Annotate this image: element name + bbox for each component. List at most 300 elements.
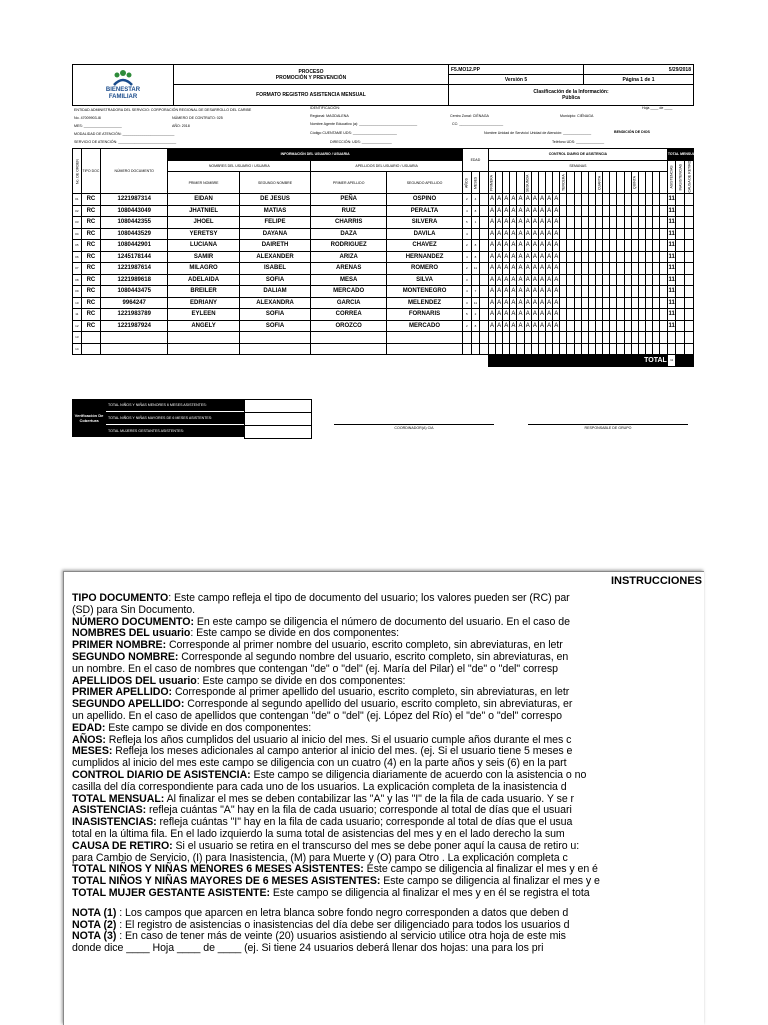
attendance-cell: A [538,228,545,240]
attendance-cell [646,286,653,298]
row-years: 2 [462,320,471,332]
attendance-cell [646,263,653,275]
row-months: 4 [471,194,480,206]
row-first-surname: ARENAS [311,263,387,275]
row-first-surname: RUIZ [311,205,387,217]
table-row [73,205,694,217]
row-withdrawal [685,205,694,217]
row-blank [480,263,489,275]
attendance-cell: A [524,274,531,286]
row-first-name: JHOEL [168,217,239,229]
row-withdrawal [685,217,694,229]
instruction-text: total en la última fila. En el lado izquierdo la suma total de asistencias del mes y en el lado derecho la sum [72,827,565,840]
instruction-text: (SD) para Sin Documento. [72,603,196,616]
row-total: 11 [667,263,676,275]
attendance-cell [660,286,668,298]
instruction-text: Refleja los años cumplidos del usuario al inicio del mes. Si el usuario cumple años durante el mes c [105,733,572,746]
row-first-name: BREILER [168,286,239,298]
attendance-cell [560,217,567,229]
table-row [73,274,694,286]
attendance-cell [567,274,574,286]
row-second-surname [387,343,463,355]
attendance-cell [596,240,603,252]
instruction-term: CAUSA DE RETIRO: [72,839,173,852]
row-withdrawal [685,274,694,286]
attendance-cell [617,297,624,309]
instruction-term: NOTA (3) [72,930,117,943]
attendance-cell [560,274,567,286]
attendance-cell: A [510,274,517,286]
attendance-cell [560,332,567,344]
attendance-cell: A [553,320,560,332]
attendance-cell: A [546,297,553,309]
instruction-text: un nombre. En el caso de nombres que contengan "de" o "del" (ej. María del Pilar) el "de" o "del" corresp [72,662,558,675]
row-total: 11 [667,274,676,286]
attendance-cell [610,332,617,344]
week-day-header [538,172,545,194]
col-withdrawal: CAUSA DE RETIRO [685,160,694,194]
attendance-cell: A [488,228,495,240]
attendance-cell [660,251,668,263]
attendance-cell: A [538,309,545,321]
row-doc-number: 1221987924 [101,320,168,332]
row-blank [480,194,489,206]
row-first-name: YERETSY [168,228,239,240]
attendance-cell: A [503,309,510,321]
row-second-name: DALIAM [239,286,310,298]
attendance-cell: A [531,217,538,229]
attendance-cell [617,228,624,240]
row-first-surname: OROZCO [311,320,387,332]
attendance-cell [588,228,595,240]
row-order: 14 [73,343,82,355]
row-first-surname: PEÑA [311,194,387,206]
attendance-cell: A [496,297,503,309]
row-second-name: FELIPE [239,217,310,229]
attendance-cell [560,240,567,252]
attendance-cell [653,217,660,229]
instruction-term: TOTAL MENSUAL: [72,792,165,805]
attendance-cell: A [524,228,531,240]
row-withdrawal [685,343,694,355]
instructions-panel [63,571,704,1025]
attendance-cell [567,320,574,332]
row-second-surname: DAVILA [387,228,463,240]
row-first-name: LUCIANA [168,240,239,252]
attendance-cell [603,228,610,240]
row-first-surname: MESA [311,274,387,286]
attendance-cell [624,194,631,206]
over6-label: TOTAL NIÑOS Y NIÑAS MAYORES DE 6 MESES ASISTENTES: [106,412,244,424]
attendance-cell: A [538,297,545,309]
attendance-cell: A [553,251,560,263]
attendance-cell [646,240,653,252]
over6-value [244,412,312,426]
attendance-cell [581,228,588,240]
attendance-cell [631,297,638,309]
row-second-name: ALEXANDRA [239,297,310,309]
attendance-cell [581,309,588,321]
attendance-cell [560,309,567,321]
row-withdrawal [685,332,694,344]
attendance-cell: A [553,274,560,286]
row-second-name: ISABEL [239,263,310,275]
attendance-cell [581,332,588,344]
attendance-cell: A [546,320,553,332]
attendance-cell: A [531,228,538,240]
attendance-cell [567,205,574,217]
attendance-cell [588,251,595,263]
attendance-cell [560,228,567,240]
attendance-cell [488,332,495,344]
row-months [471,332,480,344]
attendance-cell [660,194,668,206]
attendance-cell [574,228,581,240]
row-doc-type: RC [81,194,100,206]
table-row [73,320,694,332]
row-doc-type: RC [81,309,100,321]
row-first-name: JHATNIEL [168,205,239,217]
attendance-cell [638,286,645,298]
attendance-cell [603,263,610,275]
attendance-cell [631,251,638,263]
instruction-text: un apellido. En el caso de apellidos que contengan "de" o "del" (ej. López del Río) el "de" o "del" correspo [72,709,562,722]
attendance-cell [567,194,574,206]
attendance-cell [653,228,660,240]
row-second-surname: PERALTA [387,205,463,217]
row-doc-type: RC [81,205,100,217]
row-total [667,332,676,344]
week-day-header [496,172,503,194]
attendance-cell [517,332,524,344]
row-absence [676,343,685,355]
attendance-cell [631,217,638,229]
service-field: SERVICIO DE ATENCIÓN: _____________________________ [74,140,177,144]
attendance-cell: A [503,228,510,240]
attendance-cell [631,320,638,332]
row-total: 11 [667,297,676,309]
row-blank [480,286,489,298]
row-months: 8 [471,205,480,217]
row-absence [676,217,685,229]
attendance-cell: A [524,297,531,309]
attendance-cell [574,205,581,217]
unit-name-value: BENDICIÓN DE DIOS [614,130,650,134]
instruction-text: En este campo se diligencia el número de documento del usuario. En el caso de [193,615,570,628]
row-months [471,274,480,286]
attendance-cell [553,332,560,344]
attendance-cell [646,343,653,355]
week-day-header: TERCERA [560,172,567,194]
address-field: DIRECCIÓN: UDS: _______________ [330,140,392,144]
instruction-text: : Este campo refleja el tipo de documento del usuario; los valores pueden ser (RC) par [168,592,570,604]
pregnant-value [244,425,312,439]
attendance-cell [581,263,588,275]
attendance-cell [624,217,631,229]
attendance-cell: A [538,194,545,206]
row-absence [676,274,685,286]
attendance-table [72,148,698,367]
attendance-cell: A [538,286,545,298]
row-order: 11 [73,309,82,321]
attendance-cell [546,332,553,344]
week-day-header [546,172,553,194]
row-second-name: DE JESUS [239,194,310,206]
row-total: 11 [667,320,676,332]
row-first-name: EDRIANY [168,297,239,309]
attendance-cell: A [496,205,503,217]
family-logo-icon [112,69,134,87]
row-second-surname: CHAVEZ [387,240,463,252]
row-order: 02 [73,205,82,217]
col-second-name: SEGUNDO NOMBRE [239,172,310,194]
instruction-term: NOTA (2) [72,918,117,931]
control-title: CONTROL DIARIO DE ASISTENCIA [488,149,667,161]
attendance-cell: A [553,263,560,275]
instruction-term: PRIMER APELLIDO: [72,686,173,699]
row-first-name [168,332,239,344]
attendance-cell [653,205,660,217]
attendance-cell [610,297,617,309]
row-doc-type: RC [81,217,100,229]
attendance-cell [624,251,631,263]
instruction-text: : En caso de tener más de veinte (20) usuarios asistiendo al servicio utilice otra hoja de este mis [116,930,566,943]
instruction-text: refleja cuántas "A" hay en la fila de cada usuario; corresponde al total de días que el usuari [146,804,572,817]
col-years: AÑOS [462,172,471,194]
row-years: 5 [462,217,471,229]
total-blank [73,355,489,367]
row-months [471,343,480,355]
attendance-cell [638,332,645,344]
attendance-cell [660,240,668,252]
row-first-name: ADELAIDA [168,274,239,286]
attendance-cell: A [510,217,517,229]
attendance-cell [610,205,617,217]
attendance-cell: A [546,205,553,217]
instruction-text: Al finalizar el mes se deben contabilizar las "A" y las "I" de la fila de cada usuario. Y se r [164,792,575,805]
row-first-surname: CHARRIS [311,217,387,229]
attendance-cell: A [488,251,495,263]
attendance-cell [596,263,603,275]
attendance-cell [524,343,531,355]
attendance-cell [588,332,595,344]
row-withdrawal [685,320,694,332]
attendance-cell [653,332,660,344]
row-first-name: SAMIR [168,251,239,263]
attendance-cell [653,263,660,275]
instruction-term: CONTROL DIARIO DE ASISTENCIA: [72,768,251,781]
attendance-cell [603,297,610,309]
week-day-header [610,172,617,194]
row-years: 2 [462,240,471,252]
attendance-cell: A [538,274,545,286]
attendance-cell [531,343,538,355]
attendance-cell: A [496,274,503,286]
attendance-cell: A [531,194,538,206]
regional-field: Regional: MAGDALENA [310,114,349,118]
attendance-cell [660,274,668,286]
attendance-cell: A [488,286,495,298]
attendance-cell [638,274,645,286]
form-date: 5/29/2018 [584,65,694,75]
table-row [73,217,694,229]
zonal-field: Centro Zonal: CIÉNAGA [450,114,489,118]
attendance-cell [610,263,617,275]
attendance-cell [617,343,624,355]
row-blank [480,205,489,217]
attendance-cell [638,228,645,240]
attendance-cell: A [538,205,545,217]
attendance-cell [581,217,588,229]
attendance-cell [524,332,531,344]
attendance-cell [574,297,581,309]
instruction-term: TOTAL NIÑOS Y NIÑAS MAYORES DE 6 MESES ASISTENTES: [72,875,381,888]
row-absence [676,297,685,309]
instruction-term: PRIMER NOMBRE: [72,639,167,652]
attendance-cell: A [496,194,503,206]
attendance-cell [596,286,603,298]
table-row [73,332,694,344]
row-doc-type: RC [81,274,100,286]
attendance-cell [624,286,631,298]
attendance-cell [603,274,610,286]
row-first-surname: GARCIA [311,297,387,309]
row-absence [676,309,685,321]
row-months: 8 [471,240,480,252]
row-doc-type: RC [81,240,100,252]
attendance-cell [596,228,603,240]
attendance-cell [660,297,668,309]
attendance-cell: A [488,217,495,229]
attendance-cell: A [524,240,531,252]
attendance-cell [581,251,588,263]
row-second-surname: MERCADO [387,320,463,332]
attendance-cell [588,194,595,206]
col-first-surname: PRIMER APELLIDO [311,172,387,194]
attendance-cell: A [496,217,503,229]
row-second-name: DAYANA [239,228,310,240]
attendance-cell [638,297,645,309]
attendance-cell: A [553,194,560,206]
attendance-cell [588,205,595,217]
attendance-cell [610,240,617,252]
attendance-cell [617,205,624,217]
instruction-line [64,888,704,900]
attendance-cell [574,332,581,344]
attendance-cell: A [546,286,553,298]
row-order: 06 [73,251,82,263]
attendance-cell [624,309,631,321]
row-blank [480,309,489,321]
instruction-text: para Cambio de Servicio, (I) para Inasistencia, (M) para Muerte y (O) para Otro . La explicación completa c [72,851,568,864]
attendance-cell [496,332,503,344]
row-blank [480,240,489,252]
attendance-cell [560,205,567,217]
instruction-term: NÚMERO DOCUMENTO: [72,615,194,628]
attendance-cell [603,194,610,206]
row-absence [676,251,685,263]
row-total: 11 [667,286,676,298]
row-total: 11 [667,194,676,206]
attendance-cell [603,240,610,252]
attendance-cell: A [517,194,524,206]
row-doc-number: 1080443049 [101,205,168,217]
attendance-cell [588,263,595,275]
attendance-cell [574,343,581,355]
row-first-surname: ARIZA [311,251,387,263]
attendance-cell: A [488,194,495,206]
instruction-term: MESES: [72,745,113,758]
total-fill-2 [685,355,694,367]
attendance-cell [660,263,668,275]
attendance-cell [646,332,653,344]
row-months: 8 [471,320,480,332]
row-blank [480,332,489,344]
attendance-cell: A [510,228,517,240]
row-years: 3 [462,297,471,309]
sheet-field: Hoja ____ de ____ [642,106,673,110]
attendance-cell [560,251,567,263]
attendance-cell [603,205,610,217]
attendance-cell: A [524,217,531,229]
instruction-text: Corresponde al primer nombre del usuario, escrito completo, sin abreviaturas, en letr [166,639,563,652]
instruction-text: Este campo se diligencia al finalizar el mes y en é [363,863,598,876]
attendance-cell: A [553,217,560,229]
row-total: 11 [667,228,676,240]
attendance-cell: A [503,320,510,332]
attendance-cell: A [517,274,524,286]
attendance-cell [660,343,668,355]
attendance-cell [510,343,517,355]
row-second-name: MATIAS [239,205,310,217]
row-doc-number: 1080443529 [101,228,168,240]
attendance-cell: A [517,286,524,298]
row-months: 1 [471,217,480,229]
attendance-cell [567,217,574,229]
attendance-cell: A [531,274,538,286]
attendance-cell: A [510,251,517,263]
week-day-header [646,172,653,194]
instruction-term: SEGUNDO APELLIDO: [72,698,185,711]
row-years: 5 [462,309,471,321]
row-years: 3 [462,274,471,286]
instruction-text: Este campo se diligencia al finalizar el mes y en él se registra el tota [269,886,590,899]
row-second-surname: ROMERO [387,263,463,275]
row-second-name [239,343,310,355]
row-doc-number [101,343,168,355]
row-order: 03 [73,217,82,229]
row-order: 08 [73,274,82,286]
attendance-cell [596,194,603,206]
attendance-cell: A [517,309,524,321]
row-total [667,343,676,355]
attendance-cell [660,217,668,229]
attendance-cell [567,343,574,355]
attendance-cell [574,217,581,229]
attendance-cell [617,286,624,298]
attendance-cell [638,194,645,206]
attendance-cell: A [503,205,510,217]
attendance-cell [560,297,567,309]
instruction-text: Corresponde al primer apellido del usuario, escrito completo, sin abreviaturas, en letr [172,686,570,699]
attendance-cell: A [510,297,517,309]
attendance-cell [638,320,645,332]
coverage-footer [72,399,694,437]
attendance-cell [624,263,631,275]
attendance-cell [631,309,638,321]
row-withdrawal [685,228,694,240]
attendance-cell [560,343,567,355]
